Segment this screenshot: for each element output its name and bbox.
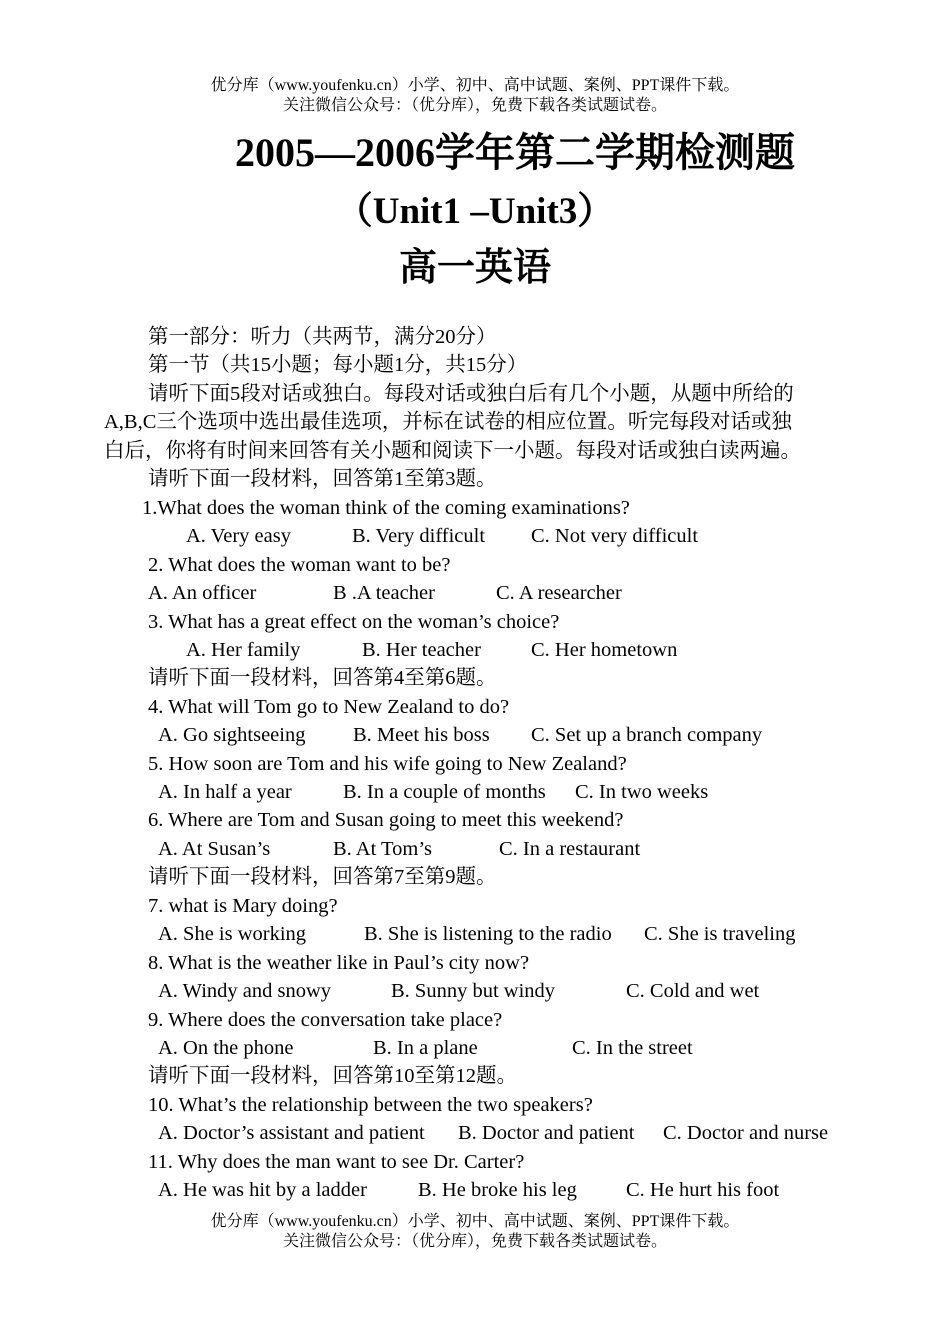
options-3 [186,636,677,664]
option-a: A. Windy and snowy [158,980,332,1002]
option-a: A. Very easy [186,525,291,547]
option-b: B. Her teacher [362,639,481,661]
option-a: A. An officer [148,582,257,604]
option-c: C. A researcher [496,582,622,604]
option-a: A. In half a year [158,781,292,803]
exam-title: 2005—2006学年第二学期检测题 [235,130,795,175]
option-b: B. Very difficult [352,525,486,547]
option-c: C. Cold and wet [626,980,760,1002]
question-1: 1.What does the woman think of the coming examinations? [142,497,630,519]
options-11 [158,1176,779,1204]
options-9 [158,1034,693,1062]
footer-line-2: 关注微信公众号：（优分库），免费下载各类试题试卷。 [282,1233,667,1250]
question-10: 10. What’s the relationship between the two speakers? [148,1094,593,1116]
question-5: 5. How soon are Tom and his wife going to New Zealand? [148,753,627,775]
section-heading: 第一节（共15小题；每小题1分，共15分） [148,354,528,376]
option-b: B. He broke his leg [418,1179,577,1201]
options-1 [186,522,698,550]
instructions-line-2: A,B,C三个选项中选出最佳选项，并标在试卷的相应位置。听完每段对话或独 [104,411,792,433]
options-5 [158,778,708,806]
option-c: C. She is traveling [644,923,796,945]
option-c: C. In two weeks [575,781,709,803]
option-b: B. Meet his boss [353,724,490,746]
option-b: B. She is listening to the radio [364,923,612,945]
header-line-1: 优分库（www.youfenku.cn）小学、初中、高中试题、案例、PPT课件下载。 [210,77,740,94]
options-8 [158,977,759,1005]
option-b: B. Sunny but windy [391,980,556,1002]
option-a: A. Her family [186,639,301,661]
option-a: A. He was hit by a ladder [158,1179,367,1201]
options-2 [148,579,622,607]
question-7: 7. what is Mary doing? [148,895,338,917]
option-c: C. In the street [572,1037,693,1059]
option-c: C. In a restaurant [499,838,641,860]
option-c: C. He hurt his foot [626,1179,780,1201]
option-a: A. Go sightseeing [158,724,306,746]
header-line-2: 关注微信公众号：（优分库），免费下载各类试题试卷。 [282,97,667,114]
option-a: A. Doctor’s assistant and patient [158,1122,425,1144]
option-c: C. Doctor and nurse [663,1122,829,1144]
option-a: A. At Susan’s [158,838,271,860]
options-10 [158,1119,828,1147]
question-6: 6. Where are Tom and Susan going to meet this weekend? [148,809,624,831]
option-b: B. Doctor and patient [458,1122,635,1144]
question-9: 9. Where does the conversation take place? [148,1009,503,1031]
question-11: 11. Why does the man want to see Dr. Carter? [148,1151,525,1173]
part-heading: 第一部分：听力（共两节，满分20分） [148,326,497,348]
question-2: 2. What does the woman want to be? [148,554,451,576]
option-b: B. At Tom’s [333,838,433,860]
option-b: B. In a couple of months [343,781,546,803]
option-c: C. Set up a branch company [531,724,763,746]
question-4: 4. What will Tom go to New Zealand to do? [148,696,510,718]
option-c: C. Not very difficult [531,525,699,547]
exam-subject: 高一英语 [398,247,551,289]
option-c: C. Her hometown [531,639,678,661]
footer-line-1: 优分库（www.youfenku.cn）小学、初中、高中试题、案例、PPT课件下载。 [210,1213,740,1230]
group-instruction-3: 请听下面一段材料，回答第7至第9题。 [148,866,497,888]
group-instruction-1: 请听下面一段材料，回答第1至第3题。 [148,468,497,490]
options-4 [158,721,762,749]
instructions-line-1: 请听下面5段对话或独白。每段对话或独白后有几个小题，从题中所给的 [148,383,794,405]
options-7 [158,920,795,948]
exam-units: （Unit1 –Unit3） [335,191,615,232]
options-6 [158,835,640,863]
question-8: 8. What is the weather like in Paul’s city now? [148,952,530,974]
option-b: B. In a plane [373,1037,478,1059]
option-a: A. She is working [158,923,307,945]
option-b: B .A teacher [333,582,435,604]
group-instruction-2: 请听下面一段材料，回答第4至第6题。 [148,667,497,689]
option-a: A. On the phone [158,1037,294,1059]
instructions-line-3: 白后，你将有时间来回答有关小题和阅读下一小题。每段对话或独白读两遍。 [104,440,801,462]
question-3: 3. What has a great effect on the woman’s choice? [148,611,560,633]
group-instruction-4: 请听下面一段材料，回答第10至第12题。 [148,1065,517,1087]
